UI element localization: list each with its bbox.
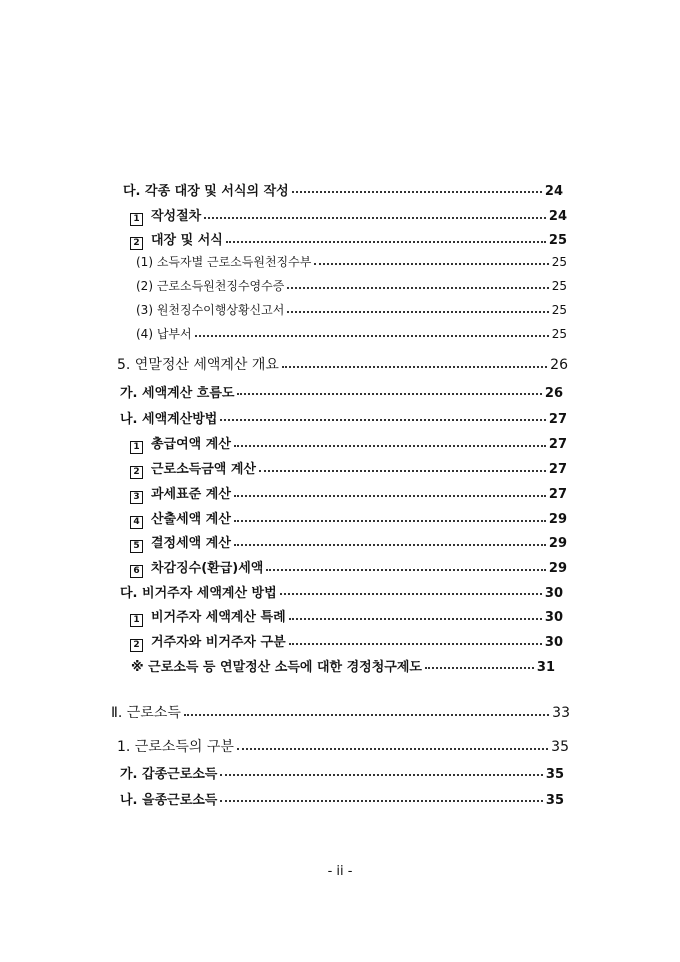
toc-entry [130,606,563,626]
toc-entry [120,582,563,601]
dot-leader [259,469,546,472]
toc-entry [130,433,567,453]
toc-entry-page: 33 [552,705,570,721]
dot-leader [234,494,546,497]
dot-leader [234,444,546,447]
toc-entry-page: 26 [544,386,563,401]
dot-leader [287,286,548,289]
toc-entry-page: 27 [548,412,567,427]
toc-entry-label: 총급여액 계산 [151,437,231,452]
toc-entry [131,656,555,675]
toc-entry-label: (2) 근로소득원천징수영수증 [136,279,285,293]
toc-entry [130,557,567,577]
toc-entry [136,301,567,318]
toc-entry-page: 25 [551,279,567,293]
toc-entry-page: 27 [548,487,567,502]
toc-entry-label: 가. 갑종근로소득 [120,767,218,782]
toc-entry-page: 24 [544,184,563,199]
toc-entry [136,277,567,294]
toc-entry-label: 작성절차 [151,209,202,224]
dot-leader [234,543,546,546]
dot-leader [292,190,542,193]
dot-leader [289,617,542,620]
toc-entry-label: 나. 을종근로소득 [120,793,218,808]
dot-leader [237,747,548,750]
numbered-box-icon: 1 [130,614,143,627]
toc-entry-page: 25 [551,327,567,341]
toc-entry-page: 29 [548,512,567,527]
numbered-box-icon: 2 [130,639,143,652]
toc-entry-page: 25 [551,255,567,269]
dot-leader [220,773,543,776]
dot-leader [220,799,543,802]
dot-leader [195,334,549,337]
toc-entry-page: 27 [548,437,567,452]
toc-entry [136,325,567,342]
toc-entry-page: 29 [548,536,567,551]
numbered-box-icon: 2 [130,237,143,250]
toc-entry-label: 다. 비거주자 세액계산 방법 [120,586,277,601]
toc-entry-label: (4) 납부서 [136,327,192,341]
numbered-box-icon: 1 [130,213,143,226]
toc-entry [136,253,567,270]
toc-entry-label: (3) 원천징수이행상황신고서 [136,303,285,317]
dot-leader [204,216,546,219]
toc-entry-page: 30 [544,586,563,601]
toc-entry-label: 비거주자 세액계산 특례 [151,610,286,625]
dot-leader [287,310,548,313]
dot-leader [184,713,549,716]
toc-entry [130,508,567,528]
toc-entry [123,180,563,199]
toc-entry [120,763,564,782]
toc-entry-page: 30 [544,610,563,625]
numbered-box-icon: 1 [130,441,143,454]
numbered-box-icon: 5 [130,540,143,553]
toc-entry-label: 과세표준 계산 [151,487,231,502]
toc-entry [117,736,569,756]
toc-entry-page: 25 [548,233,567,248]
toc-entry-label: 대장 및 서식 [151,233,223,248]
toc-entry [120,382,563,401]
toc-entry-label: 결정세액 계산 [151,536,231,551]
numbered-box-icon: 2 [130,466,143,479]
toc-entry [130,229,567,249]
toc-entry-label: 차감징수(환급)세액 [151,561,264,576]
numbered-box-icon: 6 [130,565,143,578]
toc-entry [130,532,567,552]
numbered-box-icon: 3 [130,491,143,504]
toc-entry-label: 5. 연말정산 세액계산 개요 [117,357,279,373]
numbered-box-icon: 4 [130,516,143,529]
toc-entry-page: 35 [551,739,569,755]
toc-entry-page: 35 [545,793,564,808]
dot-leader [226,240,546,243]
toc-entry [130,458,567,478]
dot-leader [425,666,534,669]
dot-leader [282,365,547,368]
dot-leader [314,262,548,265]
toc-entry [130,631,563,651]
toc-entry-label: 산출세액 계산 [151,512,231,527]
toc-entry-label: 거주자와 비거주자 구분 [151,635,286,650]
toc-entry-page: 35 [545,767,564,782]
toc-entry [117,354,568,374]
page-number: - ii - [327,864,353,879]
dot-leader [220,418,546,421]
toc-entry-page: 24 [548,209,567,224]
dot-leader [280,592,542,595]
toc-entry-label: 가. 세액계산 흐름도 [120,386,235,401]
dot-leader [234,519,546,522]
toc-entry-page: 27 [548,462,567,477]
toc-entry [111,702,570,722]
toc-entry-label: 1. 근로소득의 구분 [117,739,234,755]
toc-entry [120,789,564,808]
toc-entry-page: 29 [548,561,567,576]
toc-entry-page: 31 [536,660,555,675]
toc-entry [120,408,567,427]
toc-entry-label: 나. 세액계산방법 [120,412,218,427]
toc-entry-label: (1) 소득자별 근로소득원천징수부 [136,255,312,269]
toc-entry-label: 근로소득금액 계산 [151,462,256,477]
toc-entry-label: 다. 각종 대장 및 서식의 작성 [123,184,289,199]
dot-leader [289,642,542,645]
toc-entry-label: Ⅱ. 근로소득 [111,705,181,721]
toc-entry [130,483,567,503]
dot-leader [266,568,546,571]
toc-entry-page: 26 [550,357,568,373]
dot-leader [237,392,541,395]
toc-entry-page: 30 [544,635,563,650]
toc-entry-page: 25 [551,303,567,317]
toc-entry-label: ※ 근로소득 등 연말정산 소득에 대한 경정청구제도 [131,660,422,675]
toc-entry [130,205,567,225]
